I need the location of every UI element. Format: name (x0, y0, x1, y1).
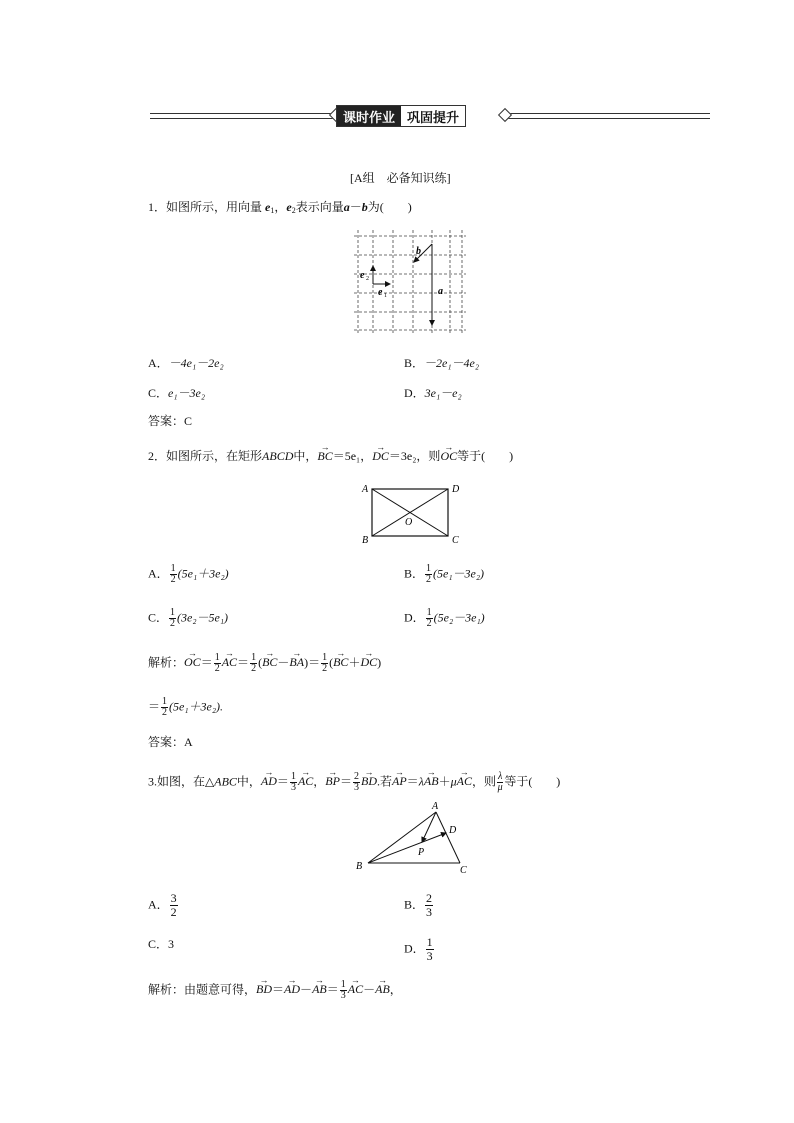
q3-label-p: P (418, 847, 425, 858)
q1-option-b: B．－2e₁－4e₂ (404, 356, 480, 370)
q3-option-d: D． $\frac{1}{3}$ (404, 935, 433, 963)
q2-label-c: C (452, 535, 459, 546)
q3-label-d: D (449, 825, 457, 836)
q3-triangle-figure (352, 800, 477, 878)
q2-rectangle-figure (358, 480, 468, 546)
q3-option-c: C．3 (148, 937, 175, 951)
q2-option-b: B． $\frac{1}{2}$ (5e₁－3e₂) (404, 563, 485, 585)
q1-option-a-text: －4e₁－2e₂ (168, 356, 224, 370)
q1-option-d-text: 3e₁－e₂ (424, 386, 462, 400)
q1-label-e2: e (360, 270, 365, 281)
q2-label-b: B (362, 535, 369, 546)
q2-option-c: C． $\frac{1}{2}$ (3e₂－5e₁) (148, 607, 229, 629)
q1-label-b: b (416, 246, 421, 257)
q1-label-a: a (438, 286, 443, 297)
q1-option-a: A．－4e₁－2e₂ (148, 356, 224, 370)
q2-solution-line2: ＝ $\frac{1}{2}$ (5e₁＋3e₂). (148, 696, 224, 718)
q3-option-b: B． $\frac{2}{3}$ (404, 891, 433, 919)
q1-option-d: D．3e₁－e₂ (404, 386, 462, 400)
q1-label-e1: e (378, 287, 383, 298)
q2-option-a: A． $\frac{1}{2}$ (5e₁＋3e₂) (148, 563, 229, 585)
q1-grid-figure (350, 228, 470, 336)
q1-option-b-text: －2e₁－4e₂ (424, 356, 480, 370)
q1-answer: 答案：C (148, 414, 193, 428)
q3-solution: 解析：由题意可得，→ BD＝→ AD－→ AB＝ $\frac{1}{3}$ → AC－→ AB， (148, 980, 402, 1001)
header-diamond-right-icon (498, 108, 512, 122)
header-banner-light: 巩固提升 (407, 110, 460, 126)
q2-stem: 2．如图所示，在矩形ABCD中，→ BC＝5e₁，→ DC＝3e₂，则→ OC等于( ) (148, 448, 513, 464)
q1-stem: 1．如图所示，用向量 $e_1$，$e_2$表示向量a－b为( ) (148, 200, 412, 215)
q3-label-b: B (356, 861, 363, 872)
q2-option-d: D． $\frac{1}{2}$ (5e₂－3e₁) (404, 607, 485, 629)
q3-stem: 3.如图，在△ABC中，→ AD＝ $\frac{1}{3}$ → AC，→ BP＝ $\frac{2}{3}$ → BD.若→ AP＝λ→ AB＋μ→ AC，则 $\frac{\lambda}{\mu}$ 等于( ) (148, 772, 560, 793)
q1-option-c-text: e₁－3e₂ (168, 386, 206, 400)
header-banner-dark: 课时作业 (337, 106, 401, 126)
q2-label-d: D (452, 484, 460, 495)
q2-answer: 答案：A (148, 735, 193, 749)
header-banner (336, 105, 466, 127)
q1-label-e1-sub: 1 (384, 293, 387, 299)
q2-label-a: A (362, 484, 369, 495)
q1-grid-lines (354, 230, 466, 334)
header-rule-left (150, 113, 336, 119)
q3-option-a: A． $\frac{3}{2}$ (148, 891, 177, 919)
q1-label-e2-sub: 2 (366, 276, 369, 282)
q2-label-o: O (405, 517, 413, 528)
q2-solution-line1: 解析：→ OC＝ $\frac{1}{2}$ → AC＝ $\frac{1}{2}$ (→ BC－→ BA)＝ $\frac{1}{2}$ (→ BC＋→ DC) (148, 653, 381, 674)
q3-vector-bd (368, 833, 446, 863)
section-title: [A组 必备知识练] (350, 171, 451, 185)
q1-option-c: C．e₁－3e₂ (148, 386, 206, 400)
q3-label-c: C (460, 865, 467, 876)
header-rule-right (508, 113, 710, 119)
q3-label-a: A (432, 801, 439, 812)
